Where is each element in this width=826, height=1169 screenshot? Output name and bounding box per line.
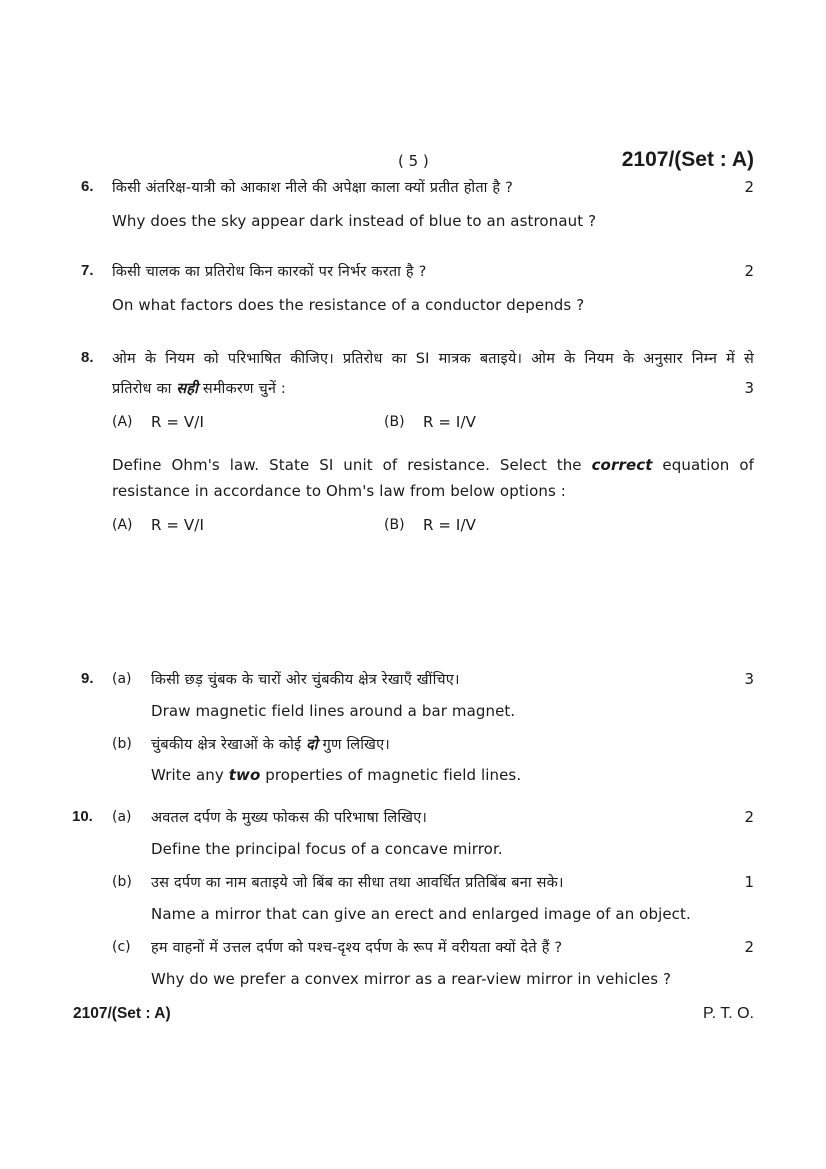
question-text-hindi: उस दर्पण का नाम बताइये जो बिंब का सीधा तथा आवर्धित प्रतिबिंब बना सके। [151,875,564,891]
option-label: (A) [112,414,133,430]
question-text-hindi: किसी छड़ चुंबक के चारों ओर चुंबकीय क्षेत्र रेखाएँ खींचिए। [151,672,460,688]
marks: 2 [744,178,754,196]
hindi-text: चुंबकीय क्षेत्र रेखाओं के कोई [151,737,302,753]
question-text-hindi: किसी चालक का प्रतिरोध किन कारकों पर निर्भर करता है ? [112,264,427,280]
english-text: Define Ohm's law. State SI unit of resistance. Select the [112,456,582,474]
marks: 2 [744,808,754,826]
question-text-english [112,456,754,474]
question-text-english: Draw magnetic field lines around a bar magnet. [151,702,516,720]
question-text-english: resistance in accordance to Ohm's law from below options : [112,482,566,500]
hindi-text: प्रतिरोध का [112,381,172,397]
marks: 2 [744,938,754,956]
question-text-hindi: किसी अंतरिक्ष-यात्री को आकाश नीले की अपेक्षा काला क्यों प्रतीत होता है ? [112,180,514,196]
question-number: 10. [72,808,93,825]
question-text-english: On what factors does the resistance of a conductor depends ? [112,296,585,314]
question-text-english: Name a mirror that can give an erect and enlarged image of an object. [151,905,691,923]
question-text-hindi: हम वाहनों में उत्तल दर्पण को पश्च-दृश्य दर्पण के रूप में वरीयता क्यों देते हैं ? [151,940,563,956]
paper-code-header: 2107/(Set : A) [621,148,754,171]
question-text-english [151,766,521,784]
marks: 2 [744,262,754,280]
question-text-english: Define the principal focus of a concave mirror. [151,840,503,858]
english-text: equation of [662,456,754,474]
subpart-label: (a) [112,671,132,687]
question-text-hindi: अवतल दर्पण के मुख्य फोकस की परिभाषा लिखिए। [151,810,428,826]
question-text-english: Why does the sky appear dark instead of blue to an astronaut ? [112,212,597,230]
question-text-english: Why do we prefer a convex mirror as a rear-view mirror in vehicles ? [151,970,672,988]
paper-code-footer: 2107/(Set : A) [73,1005,171,1022]
emphasis-text: correct [591,456,653,474]
emphasis-text: सही [176,381,199,397]
option-label: (A) [112,517,133,533]
marks: 3 [744,379,754,397]
question-number: 9. [81,670,94,687]
question-number: 7. [81,262,94,279]
option-text: R = I/V [423,516,476,534]
option-label: (B) [384,414,405,430]
subpart-label: (b) [112,874,132,890]
option-text: R = V/I [151,413,204,431]
option-text: R = V/I [151,516,204,534]
question-number: 8. [81,349,94,366]
subpart-label: (b) [112,736,132,752]
question-text-hindi: ओम के नियम को परिभाषित कीजिए। प्रतिरोध का SI मात्रक बताइये। ओम के नियम के अनुसार निम्न में से [112,351,754,367]
question-text-hindi [112,378,286,398]
marks: 1 [744,873,754,891]
hindi-text: गुण लिखिए। [322,737,390,753]
pto-label: P. T. O. [703,1005,754,1022]
subpart-label: (a) [112,809,132,825]
question-number: 6. [81,178,94,195]
english-text: Write any [151,766,224,784]
subpart-label: (c) [112,939,131,955]
question-text-hindi [151,734,390,754]
page-number: ( 5 ) [398,152,429,170]
emphasis-text: two [228,766,261,784]
option-text: R = I/V [423,413,476,431]
english-text: properties of magnetic field lines. [265,766,522,784]
hindi-text: समीकरण चुनें : [202,381,287,397]
emphasis-text: दो [306,737,318,753]
option-label: (B) [384,517,405,533]
marks: 3 [744,670,754,688]
